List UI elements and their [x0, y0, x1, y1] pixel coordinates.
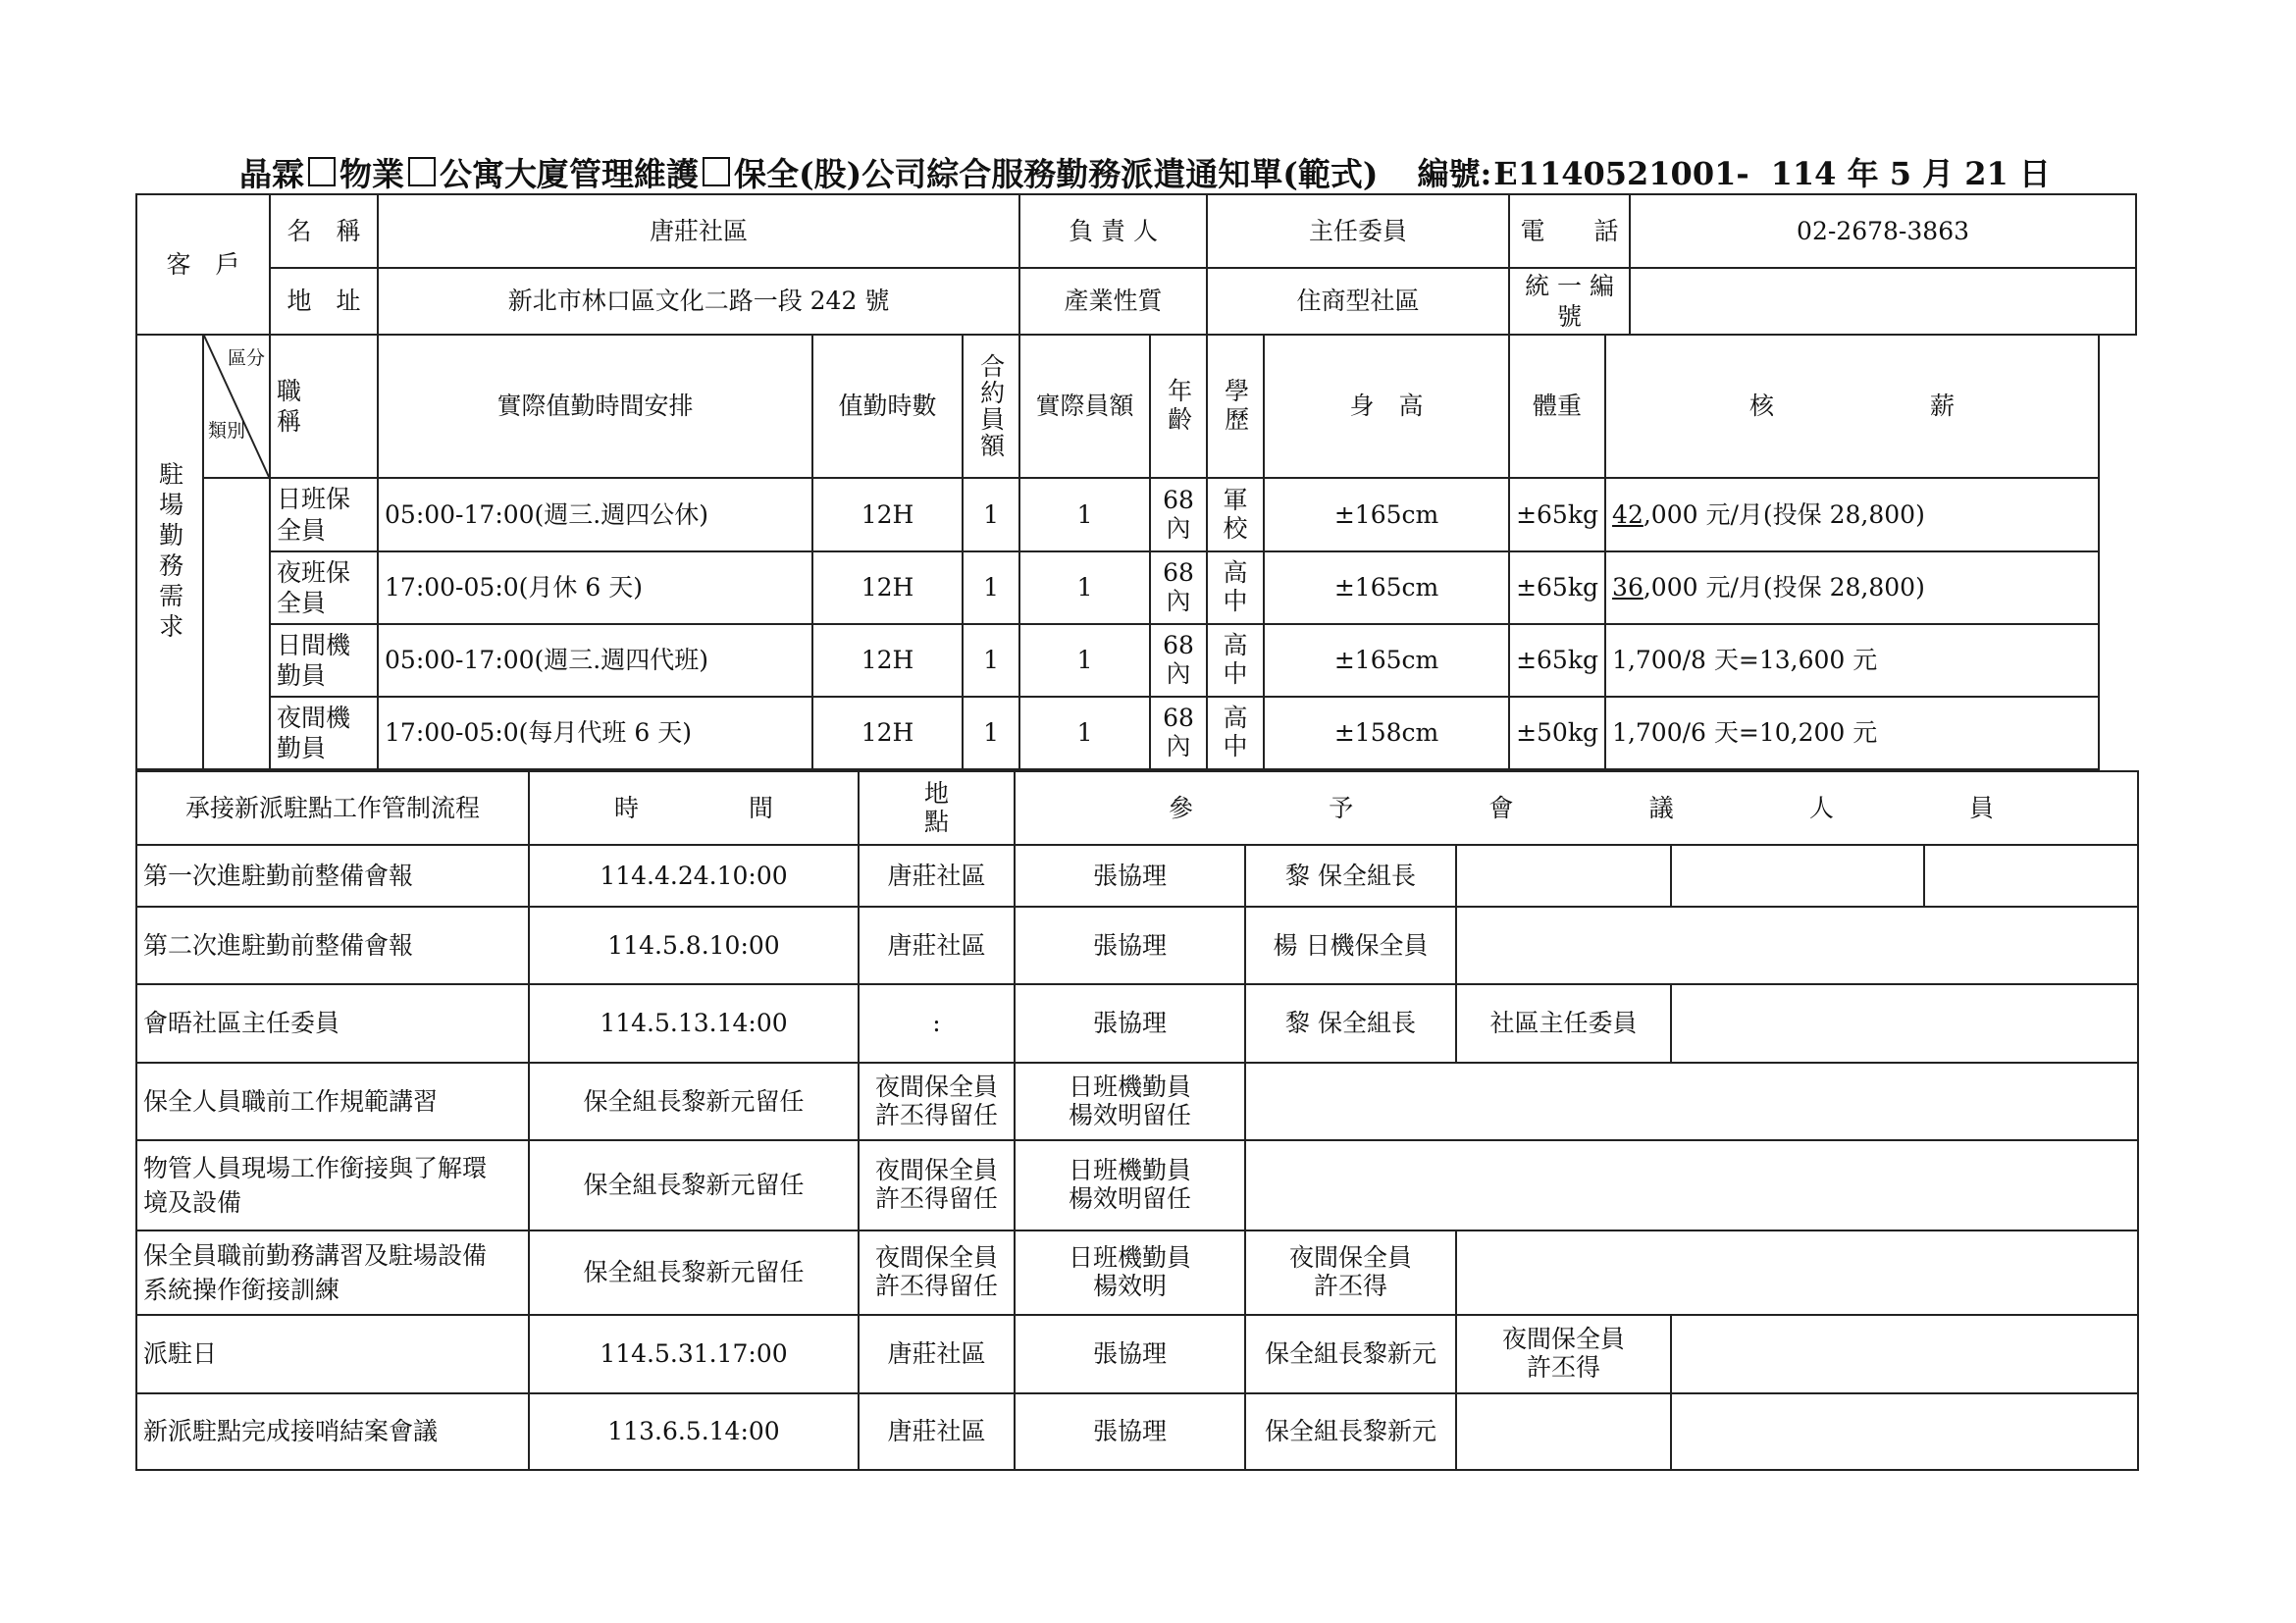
duty-row: 日間機勤員 05:00-17:00(週三.週四代班) 12H 1 1 68 內 高 中 ±165cm ±65kg 1,700/8 天=13,600 元 — [136, 624, 2136, 697]
process-row: 第二次進駐勤前整備會報 114.5.8.10:00 唐莊社區 張協理 楊 日機保全員 — [136, 907, 2138, 984]
client-section-label: 客 戶 — [136, 194, 270, 335]
header-place: 地 點 — [859, 771, 1015, 845]
client-name: 唐莊社區 — [378, 194, 1019, 268]
diag-label-top: 區分 — [228, 347, 266, 369]
address-label: 地 址 — [270, 268, 378, 335]
client-name-label: 名 稱 — [270, 194, 378, 268]
process-row: 新派駐點完成接哨結案會議 113.6.5.14:00 唐莊社區 張協理 保全組長黎新元 — [136, 1393, 2138, 1470]
header-weight: 體重 — [1509, 335, 1605, 478]
industry-value: 住商型社區 — [1207, 268, 1509, 335]
taxid-label: 統 一 編 號 — [1509, 268, 1630, 335]
header-participants: 參 予 會 議 人 員 — [1015, 771, 2138, 845]
header-edu: 學歷 — [1207, 335, 1264, 478]
header-age: 年齡 — [1150, 335, 1207, 478]
owner-value: 主任委員 — [1207, 194, 1509, 268]
process-row: 物管人員現場工作銜接與了解環 境及設備 保全組長黎新元留任 夜間保全員 許丕得留任 日班機勤員 楊效明留任 — [136, 1140, 2138, 1230]
header-schedule: 實際值勤時間安排 — [378, 335, 812, 478]
process-row: 會晤社區主任委員 114.5.13.14:00 : 張協理 黎 保全組長 社區主任委員 — [136, 984, 2138, 1063]
client-duty-table — [135, 193, 2137, 770]
document-date: 114 年 5 月 21 日 — [1770, 155, 2051, 192]
header-process: 承接新派駐點工作管制流程 — [136, 771, 529, 845]
page-title — [239, 147, 2153, 196]
process-header-row — [136, 771, 2138, 845]
header-hours: 值勤時數 — [812, 335, 963, 478]
address-value: 新北市林口區文化二路一段 242 號 — [378, 268, 1019, 335]
title-company-b: 物業 — [339, 154, 404, 193]
checkbox-apartment[interactable] — [408, 157, 436, 186]
duty-row: 日班保全員 05:00-17:00(週三.週四公休) 12H 1 1 68 內 軍 校 ±165cm ±65kg 42,000 元/月(投保 28,800) — [136, 478, 2136, 551]
header-time: 時 間 — [529, 771, 859, 845]
header-height: 身 高 — [1264, 335, 1509, 478]
header-title: 職 稱 — [270, 335, 378, 478]
title-company-a: 晶霖 — [239, 154, 304, 193]
duty-row: 夜間機勤員 17:00-05:0(每月代班 6 天) 12H 1 1 68 內 高 中 ±158cm ±50kg 1,700/6 天=10,200 元 — [136, 697, 2136, 769]
process-table — [135, 770, 2139, 1471]
taxid-value — [1630, 268, 2136, 335]
header-salary: 核 薪 — [1605, 335, 2099, 478]
process-row: 派駐日 114.5.31.17:00 唐莊社區 張協理 保全組長黎新元 夜間保全員 許丕得 — [136, 1315, 2138, 1393]
phone-label: 電 話 — [1509, 194, 1630, 268]
industry-label: 產業性質 — [1019, 268, 1207, 335]
title-company-c: 公寓大廈管理維護 — [440, 154, 699, 193]
process-row: 第一次進駐勤前整備會報 114.4.24.10:00 唐莊社區 張協理 黎 保全組長 — [136, 845, 2138, 907]
process-row: 保全人員職前工作規範講習 保全組長黎新元留任 夜間保全員 許丕得留任 日班機勤員 楊效明留任 — [136, 1063, 2138, 1140]
duty-row: 夜班保全員 17:00-05:0(月休 6 天) 12H 1 1 68 內 高 中 ±165cm ±65kg 36,000 元/月(投保 28,800) — [136, 551, 2136, 624]
checkbox-security[interactable] — [703, 157, 730, 186]
checkbox-property[interactable] — [308, 157, 336, 186]
process-row: 保全員職前勤務講習及駐場設備 系統操作銜接訓練 保全組長黎新元留任 夜間保全員 許丕得留任 日班機勤員 楊效明 夜間保全員 許丕得 — [136, 1230, 2138, 1315]
document-number: 編號:E1140521001- — [1417, 155, 1749, 192]
duty-section-label: 駐場勤務需求 — [136, 335, 203, 769]
title-company-d: 保全(股)公司綜合服務勤務派遣通知單(範式) — [734, 154, 1379, 193]
header-actual: 實際員額 — [1019, 335, 1150, 478]
header-contract: 合約員額 — [963, 335, 1019, 478]
phone-value: 02-2678-3863 — [1630, 194, 2136, 268]
category-empty — [203, 478, 270, 769]
owner-label: 負 責 人 — [1019, 194, 1207, 268]
category-diagonal-cell — [203, 335, 270, 478]
diag-label-bottom: 類別 — [208, 420, 246, 443]
